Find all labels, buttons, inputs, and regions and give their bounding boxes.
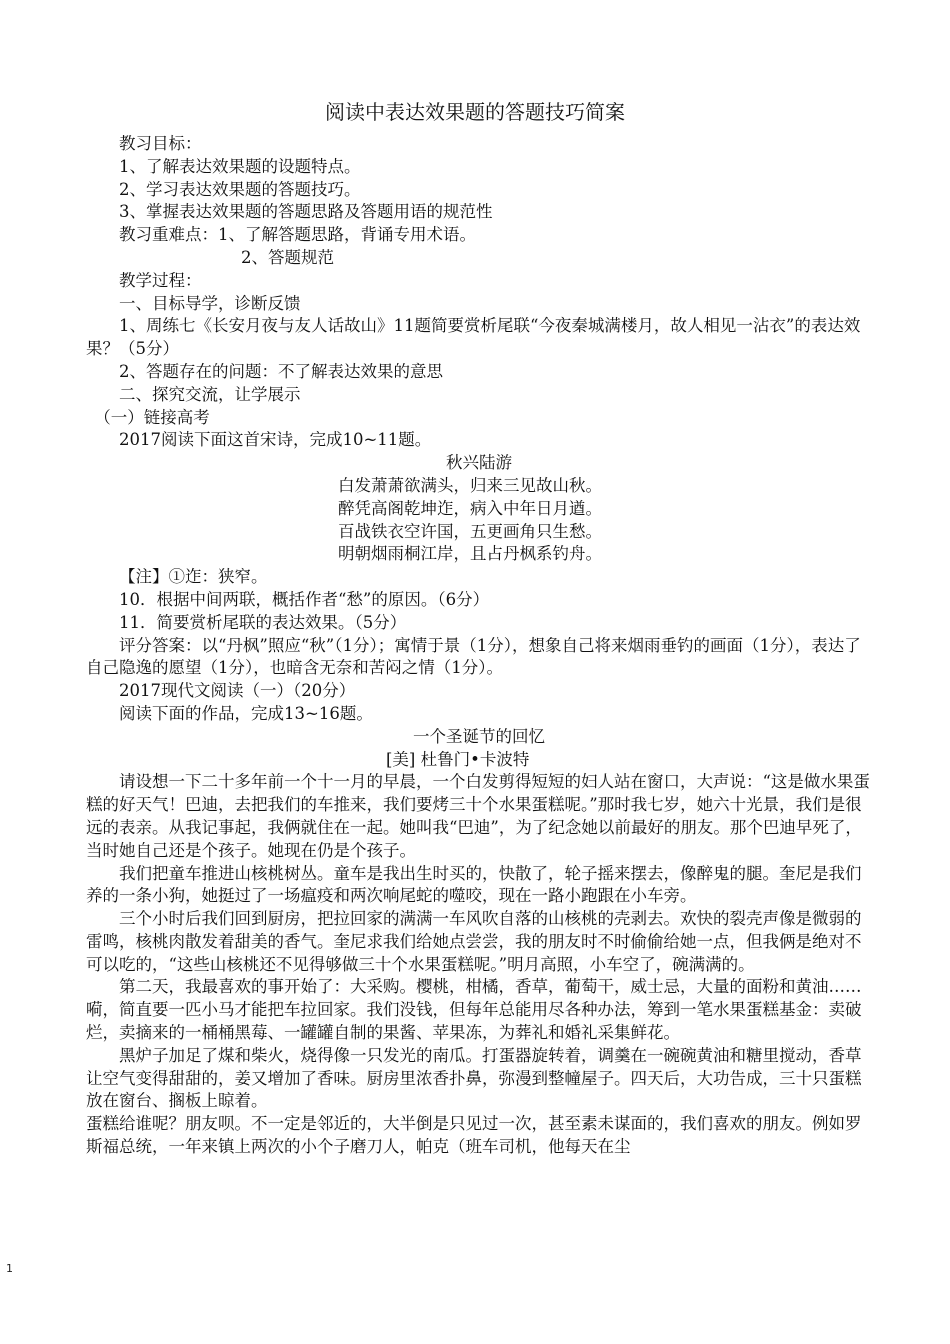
text-line: 评分答案：以“丹枫”照应“秋”（1分）；寓情于景（1分），想象自己将来烟雨垂钓的画面（1分），表达了自己隐逸的愿望（1分），也暗含无奈和苦闷之情（1分）。 [86,635,861,678]
text-line: 3、掌握表达效果题的答题思路及答题用语的规范性 [119,202,493,222]
page-number: 1 [6,1262,13,1275]
text-line: 【注】①迮：狭窄。 [119,567,268,587]
story-title: 一个圣诞节的回忆 [413,726,545,746]
paragraph: 第二天，我最喜欢的事开始了：大采购。樱桃，柑橘，香草，葡萄干，威士忌，大量的面粉和黄油……嗬，简直要一匹小马才能把车拉回家。我们没钱，但每年总能用尽各种办法，筹到一笔水果蛋糕基金：卖破烂，卖摘来的一桶桶黑莓、一罐罐自制的果酱、苹果冻，为葬礼和婚礼采集鲜花。 [86,977,862,1043]
text-line: 2017阅读下面这首宋诗，完成10~11题。 [119,430,432,450]
text-line: 10．根据中间两联，概括作者“愁”的原因。（6分） [119,589,490,609]
poem-title: 秋兴陆游 [446,453,512,473]
paragraph: 请设想一下二十多年前一个十一月的早晨，一个白发剪得短短的妇人站在窗口，大声说：“这是做水果蛋糕的好天气！巴迪，去把我们的车推来，我们要烤三十个水果蛋糕呢。”那时我七岁，她六十光景，我们是很远的表亲。从我记事起，我俩就住在一起。她叫我“巴迪”，为了纪念她以前最好的朋友。那个巴迪早死了，当时她自己还是个孩子。她现在仍是个孩子。 [86,772,870,860]
story-author: [美] 杜鲁门•卡波特 [386,749,530,769]
text-line: 教习目标： [119,134,202,153]
text-line: 11．简要赏析尾联的表达效果。（5分） [119,612,407,632]
text-line: 2017现代文阅读（一）（20分） [119,681,356,701]
poem-line: 明朝烟雨桐江岸，且占丹枫系钓舟。 [338,544,602,564]
text-line: （一）链接高考 [94,407,210,427]
text-line: 一、目标导学，诊断反馈 [119,293,301,313]
text-line: 教习重难点：1、了解答题思路，背诵专用术语。 [119,225,476,245]
text-line: 2、学习表达效果题的答题技巧。 [119,179,361,199]
paragraph: 三个小时后我们回到厨房，把拉回家的满满一车风吹自落的山核桃的壳剥去。欢快的裂壳声像是微弱的雷鸣，核桃肉散发着甜美的香气。奎尼求我们给她点尝尝，我的朋友时不时偷偷给她一点，但我俩是绝对不可以吃的，“这些山核桃还不见得够做三十个水果蛋糕呢。”明月高照，小车空了，碗满满的。 [86,909,862,974]
paragraph: 黑炉子加足了煤和柴火，烧得像一只发光的南瓜。打蛋器旋转着，调羹在一碗碗黄油和糖里搅动，香草让空气变得甜甜的，姜又增加了香味。厨房里浓香扑鼻，弥漫到整幢屋子。四天后，大功告成，三十只蛋糕放在窗台、搁板上晾着。 [86,1045,862,1111]
poem-line: 百战铁衣空许国，五更画角只生愁。 [338,521,602,541]
poem-line: 白发萧萧欲满头，归来三见故山秋。 [338,475,602,495]
paragraph: 蛋糕给谁呢？朋友呗。不一定是邻近的，大半倒是只见过一次，甚至素未谋面的，我们喜欢的朋友。例如罗斯福总统，一年来镇上两次的小个子磨刀人，帕克（班车司机，他每天在尘 [86,1114,862,1157]
text-line: 二、探究交流，让学展示 [119,384,301,404]
text-line: 2、答题存在的问题：不了解表达效果的意思 [119,361,443,381]
text-line: 教学过程： [119,270,202,290]
text-line: 阅读下面的作品，完成13~16题。 [119,703,373,723]
paragraph: 我们把童车推进山核桃树丛。童车是我出生时买的，快散了，轮子摇来摆去，像醉鬼的腿。奎尼是我们养的一条小狗，她挺过了一场瘟疫和两次响尾蛇的噬咬，现在一路小跑跟在小车旁。 [86,863,862,906]
document-body [86,133,872,1159]
text-line: 1、周练七《长安月夜与友人话故山》11题简要赏析尾联“今夜秦城满楼月，故人相见一沾衣”的表达效果？（5分） [86,316,861,359]
document-title: 阅读中表达效果题的答题技巧简案 [325,100,625,124]
poem-line: 醉凭高阁乾坤迮，病入中年日月遒。 [338,498,602,518]
text-line: 1、了解表达效果题的设题特点。 [119,156,361,176]
text-line: 2、答题规范 [241,247,334,267]
